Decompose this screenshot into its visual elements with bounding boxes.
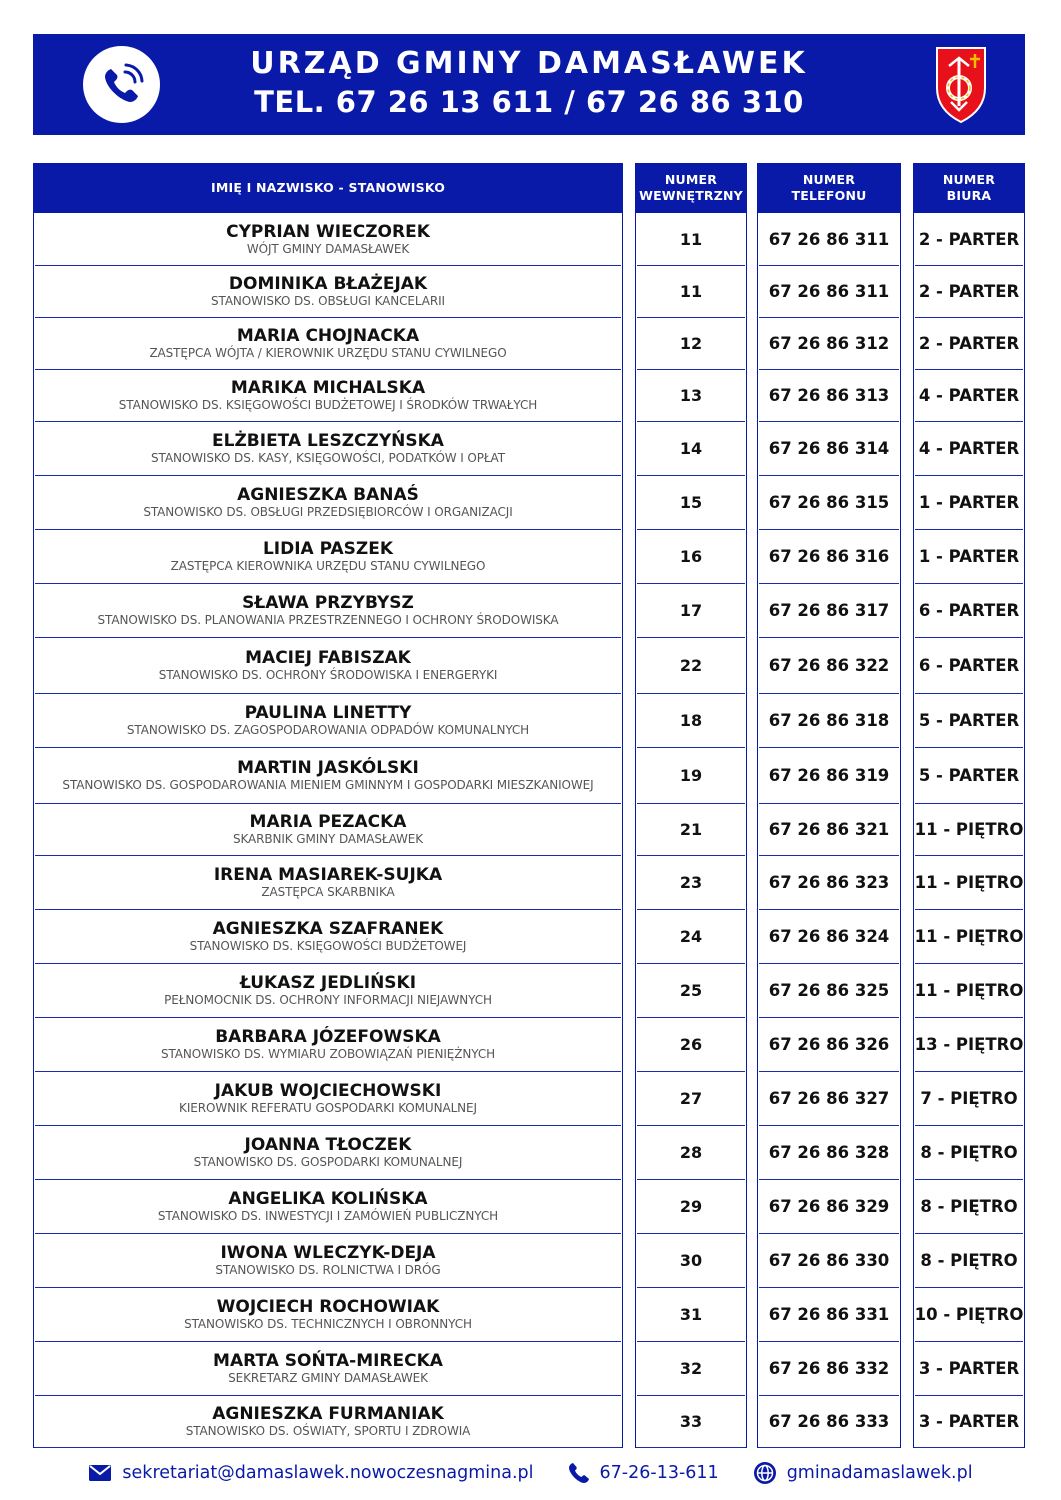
office-phone-numbers: TEL. 67 26 13 611 / 67 26 86 310	[254, 85, 804, 119]
extension-cell	[637, 1180, 745, 1234]
office-number-cell	[915, 1072, 1023, 1126]
extension-value: 32	[679, 1359, 703, 1378]
office-number-value: 4 - PARTER	[918, 386, 1020, 405]
phone-number-cell	[759, 964, 899, 1018]
office-number-cell	[915, 476, 1023, 530]
staff-name: CYPRIAN WIECZOREK	[226, 222, 430, 242]
phone-number-value: 67 26 86 324	[768, 927, 890, 946]
office-number-cell	[915, 1342, 1023, 1396]
phone-number-value: 67 26 86 329	[768, 1197, 890, 1216]
phone-number-value: 67 26 86 325	[768, 981, 890, 1000]
office-number-cell	[915, 1396, 1023, 1448]
staff-name-cell	[35, 214, 621, 266]
office-number-value: 11 - PIĘTRO	[914, 873, 1024, 892]
phone-number-cell	[759, 476, 899, 530]
phone-number-cell	[759, 638, 899, 694]
footer-phone-text[interactable]: 67-26-13-611	[599, 1463, 719, 1483]
extension-cell	[637, 1288, 745, 1342]
phone-number-cell	[759, 804, 899, 856]
footer-phone[interactable]	[568, 1462, 719, 1484]
office-number-value: 10 - PIĘTRO	[914, 1305, 1024, 1324]
header-title	[183, 45, 875, 121]
staff-name: AGNIESZKA FURMANIAK	[212, 1404, 444, 1424]
phone-number-cell	[759, 530, 899, 584]
extension-value: 31	[679, 1305, 703, 1324]
staff-position: PEŁNOMOCNIK DS. OCHRONY INFORMACJI NIEJAWNYCH	[164, 993, 492, 1007]
footer-email-text[interactable]: sekretariat@damaslawek.nowoczesnagmina.pl	[122, 1463, 534, 1483]
phone-number-cell	[759, 1180, 899, 1234]
office-number-cell	[915, 318, 1023, 370]
phone-icon	[568, 1462, 590, 1484]
coat-of-arms-icon	[935, 44, 987, 124]
office-number-value: 3 - PARTER	[918, 1412, 1020, 1431]
phone-number-value: 67 26 86 311	[768, 230, 890, 249]
staff-name-cell	[35, 1234, 621, 1288]
staff-position: STANOWISKO DS. GOSPODAROWANIA MIENIEM GMINNYM I GOSPODARKI MIESZKANIOWEJ	[62, 778, 594, 792]
office-number-value: 4 - PARTER	[918, 439, 1020, 458]
extension-cell	[637, 804, 745, 856]
phone-number-cell	[759, 584, 899, 638]
office-number-value: 6 - PARTER	[918, 601, 1020, 620]
extension-value: 29	[679, 1197, 703, 1216]
phone-number-value: 67 26 86 330	[768, 1251, 890, 1270]
extension-cell	[637, 1018, 745, 1072]
staff-name-cell	[35, 422, 621, 476]
staff-name-cell	[35, 1342, 621, 1396]
office-name: URZĄD GMINY DAMASŁAWEK	[250, 46, 808, 81]
extension-value: 33	[679, 1412, 703, 1431]
staff-position: SEKRETARZ GMINY DAMASŁAWEK	[228, 1371, 428, 1385]
extension-cell	[637, 476, 745, 530]
extension-cell	[637, 856, 745, 910]
staff-name-cell	[35, 1288, 621, 1342]
extension-value: 18	[679, 711, 703, 730]
phone-number-value: 67 26 86 313	[768, 386, 890, 405]
staff-position: STANOWISKO DS. ZAGOSPODAROWANIA ODPADÓW KOMUNALNYCH	[126, 723, 530, 737]
phone-number-value: 67 26 86 331	[768, 1305, 890, 1324]
extension-cell	[637, 214, 745, 266]
extension-cell	[637, 530, 745, 584]
column-header-name	[33, 163, 623, 213]
office-number-value: 2 - PARTER	[918, 230, 1020, 249]
column-header-office-line1: NUMER	[942, 172, 996, 187]
extension-cell	[637, 1072, 745, 1126]
staff-name: PAULINA LINETTY	[244, 703, 412, 723]
office-number-value: 1 - PARTER	[918, 493, 1020, 512]
office-number-value: 6 - PARTER	[918, 656, 1020, 675]
staff-position: STANOWISKO DS. OCHRONY ŚRODOWISKA I ENERGERYKI	[158, 668, 498, 682]
office-number-value: 11 - PIĘTRO	[914, 981, 1024, 1000]
office-number-cell	[915, 1126, 1023, 1180]
staff-name: DOMINIKA BŁAŻEJAK	[228, 274, 428, 294]
extension-value: 13	[679, 386, 703, 405]
staff-name-cell	[35, 1396, 621, 1448]
footer	[0, 1455, 1061, 1491]
staff-name-cell	[35, 476, 621, 530]
extension-cell	[637, 318, 745, 370]
staff-name: MACIEJ FABISZAK	[245, 648, 411, 668]
phone-number-value: 67 26 86 327	[768, 1089, 890, 1108]
column-header-phone-line1: NUMER	[802, 172, 856, 187]
phone-number-value: 67 26 86 333	[768, 1412, 890, 1431]
staff-position: SKARBNIK GMINY DAMASŁAWEK	[232, 832, 424, 846]
extension-value: 22	[679, 656, 703, 675]
office-number-cell	[915, 804, 1023, 856]
office-number-cell	[915, 1180, 1023, 1234]
staff-name-cell	[35, 804, 621, 856]
extension-cell	[637, 584, 745, 638]
staff-name-cell	[35, 1126, 621, 1180]
phone-number-cell	[759, 694, 899, 748]
phone-number-cell	[759, 1396, 899, 1448]
extension-value: 11	[679, 282, 703, 301]
phone-number-value: 67 26 86 328	[768, 1143, 890, 1162]
extension-cell	[637, 1126, 745, 1180]
staff-name: LIDIA PASZEK	[262, 539, 394, 559]
staff-name: AGNIESZKA BANAŚ	[237, 485, 419, 505]
staff-name: ANGELIKA KOLIŃSKA	[228, 1189, 428, 1209]
office-number-value: 11 - PIĘTRO	[914, 927, 1024, 946]
office-number-cell	[915, 1018, 1023, 1072]
extension-cell	[637, 422, 745, 476]
phone-number-cell	[759, 1072, 899, 1126]
office-number-cell	[915, 422, 1023, 476]
staff-name-cell	[35, 1180, 621, 1234]
phone-number-cell	[759, 1126, 899, 1180]
phone-number-cell	[759, 856, 899, 910]
globe-icon	[753, 1461, 777, 1485]
extension-value: 17	[679, 601, 703, 620]
staff-name: WOJCIECH ROCHOWIAK	[216, 1297, 440, 1317]
office-number-cell	[915, 856, 1023, 910]
staff-name: IWONA WLECZYK-DEJA	[220, 1243, 436, 1263]
extension-value: 30	[679, 1251, 703, 1270]
phone-number-value: 67 26 86 322	[768, 656, 890, 675]
header-banner	[33, 34, 1025, 135]
staff-position: STANOWISKO DS. OBSŁUGI KANCELARII	[211, 294, 445, 308]
office-number-cell	[915, 748, 1023, 804]
extension-value: 15	[679, 493, 703, 512]
phone-number-cell	[759, 318, 899, 370]
phone-number-value: 67 26 86 312	[768, 334, 890, 353]
phone-ringing-icon	[83, 46, 160, 123]
staff-name-cell	[35, 856, 621, 910]
staff-name: MARTA SOŃTA-MIRECKA	[213, 1351, 443, 1371]
column-header-phone	[757, 163, 901, 213]
column-header-extension-line1: NUMER	[664, 172, 718, 187]
column-header-extension-line2: WEWNĘTRZNY	[639, 188, 743, 203]
staff-position: STANOWISKO DS. KSIĘGOWOŚCI BUDŻETOWEJ I ŚRODKÓW TRWAŁYCH	[118, 398, 538, 412]
extension-cell	[637, 1396, 745, 1448]
phone-number-value: 67 26 86 321	[768, 820, 890, 839]
staff-name: SŁAWA PRZYBYSZ	[242, 593, 414, 613]
phone-number-value: 67 26 86 317	[768, 601, 890, 620]
phone-number-value: 67 26 86 316	[768, 547, 890, 566]
staff-name: JAKUB WOJCIECHOWSKI	[214, 1081, 442, 1101]
office-number-cell	[915, 694, 1023, 748]
extension-value: 27	[679, 1089, 703, 1108]
staff-position: ZASTĘPCA KIEROWNIKA URZĘDU STANU CYWILNEGO	[170, 559, 486, 573]
extension-cell	[637, 910, 745, 964]
office-number-value: 2 - PARTER	[918, 282, 1020, 301]
column-header-office-line2: BIURA	[946, 188, 992, 203]
staff-name: IRENA MASIAREK-SUJKA	[213, 865, 443, 885]
extension-cell	[637, 266, 745, 318]
office-number-cell	[915, 214, 1023, 266]
phone-number-value: 67 26 86 319	[768, 766, 890, 785]
office-number-cell	[915, 584, 1023, 638]
staff-position: STANOWISKO DS. GOSPODARKI KOMUNALNEJ	[193, 1155, 463, 1169]
staff-name: MARTIN JASKÓLSKI	[237, 758, 419, 778]
extension-cell	[637, 748, 745, 804]
phone-number-cell	[759, 370, 899, 422]
office-number-value: 5 - PARTER	[918, 766, 1020, 785]
staff-name-cell	[35, 964, 621, 1018]
staff-name: AGNIESZKA SZAFRANEK	[212, 919, 444, 939]
office-number-cell	[915, 1234, 1023, 1288]
extension-cell	[637, 638, 745, 694]
phone-number-cell	[759, 1234, 899, 1288]
extension-value: 25	[679, 981, 703, 1000]
column-header-office	[913, 163, 1025, 213]
staff-name-cell	[35, 1072, 621, 1126]
extension-cell	[637, 964, 745, 1018]
column-header-phone-line2: TELEFONU	[791, 188, 867, 203]
staff-position: STANOWISKO DS. ROLNICTWA I DRÓG	[215, 1263, 441, 1277]
staff-position: STANOWISKO DS. PLANOWANIA PRZESTRZENNEGO I OCHRONY ŚRODOWISKA	[97, 613, 559, 627]
phone-number-cell	[759, 422, 899, 476]
staff-name-cell	[35, 530, 621, 584]
footer-email[interactable]	[88, 1463, 533, 1483]
staff-position: STANOWISKO DS. OBSŁUGI PRZEDSIĘBIORCÓW I ORGANIZACJI	[143, 505, 513, 519]
staff-name-cell	[35, 584, 621, 638]
phone-number-value: 67 26 86 314	[768, 439, 890, 458]
office-number-value: 5 - PARTER	[918, 711, 1020, 730]
phone-number-cell	[759, 1288, 899, 1342]
column-header-name-label: IMIĘ I NAZWISKO - STANOWISKO	[210, 180, 446, 195]
staff-name-cell	[35, 370, 621, 422]
phone-number-value: 67 26 86 326	[768, 1035, 890, 1054]
staff-name-cell	[35, 318, 621, 370]
staff-name: ELŻBIETA LESZCZYŃSKA	[212, 431, 444, 451]
phone-number-cell	[759, 748, 899, 804]
staff-name: BARBARA JÓZEFOWSKA	[215, 1027, 441, 1047]
staff-name: JOANNA TŁOCZEK	[244, 1135, 412, 1155]
staff-name-cell	[35, 694, 621, 748]
phone-number-value: 67 26 86 318	[768, 711, 890, 730]
extension-value: 11	[679, 230, 703, 249]
staff-name-cell	[35, 748, 621, 804]
extension-cell	[637, 1342, 745, 1396]
extension-cell	[637, 1234, 745, 1288]
staff-position: STANOWISKO DS. INWESTYCJI I ZAMÓWIEŃ PUBLICZNYCH	[157, 1209, 499, 1223]
extension-value: 23	[679, 873, 703, 892]
column-header-extension	[635, 163, 747, 213]
phone-number-cell	[759, 910, 899, 964]
office-number-cell	[915, 1288, 1023, 1342]
office-number-cell	[915, 964, 1023, 1018]
office-number-value: 8 - PIĘTRO	[920, 1251, 1018, 1270]
staff-name-cell	[35, 266, 621, 318]
staff-position: STANOWISKO DS. WYMIARU ZOBOWIĄZAŃ PIENIĘŻNYCH	[160, 1047, 496, 1061]
staff-name: MARIA PEZACKA	[249, 812, 407, 832]
staff-name-cell	[35, 1018, 621, 1072]
staff-position: ZASTĘPCA SKARBNIKA	[261, 885, 395, 899]
staff-name-cell	[35, 910, 621, 964]
phone-number-value: 67 26 86 315	[768, 493, 890, 512]
phone-number-value: 67 26 86 311	[768, 282, 890, 301]
staff-position: STANOWISKO DS. OŚWIATY, SPORTU I ZDROWIA	[185, 1424, 471, 1438]
staff-position: STANOWISKO DS. KSIĘGOWOŚCI BUDŻETOWEJ	[189, 939, 467, 953]
extension-value: 28	[679, 1143, 703, 1162]
office-number-value: 2 - PARTER	[918, 334, 1020, 353]
staff-position: ZASTĘPCA WÓJTA / KIEROWNIK URZĘDU STANU CYWILNEGO	[149, 346, 507, 360]
staff-name: MARIA CHOJNACKA	[236, 326, 420, 346]
office-number-value: 7 - PIĘTRO	[920, 1089, 1018, 1108]
staff-position: STANOWISKO DS. TECHNICZNYCH I OBRONNYCH	[184, 1317, 472, 1331]
mail-icon	[88, 1464, 112, 1482]
office-number-value: 3 - PARTER	[918, 1359, 1020, 1378]
office-number-cell	[915, 370, 1023, 422]
office-number-value: 8 - PIĘTRO	[920, 1143, 1018, 1162]
phone-number-value: 67 26 86 332	[768, 1359, 890, 1378]
extension-value: 24	[679, 927, 703, 946]
office-number-cell	[915, 910, 1023, 964]
phone-number-cell	[759, 1342, 899, 1396]
office-number-value: 13 - PIĘTRO	[914, 1035, 1024, 1054]
extension-cell	[637, 694, 745, 748]
extension-cell	[637, 370, 745, 422]
staff-name-cell	[35, 638, 621, 694]
phone-number-cell	[759, 1018, 899, 1072]
extension-value: 21	[679, 820, 703, 839]
phone-number-value: 67 26 86 323	[768, 873, 890, 892]
staff-position: WÓJT GMINY DAMASŁAWEK	[246, 242, 410, 256]
extension-value: 19	[679, 766, 703, 785]
staff-position: STANOWISKO DS. KASY, KSIĘGOWOŚCI, PODATKÓW I OPŁAT	[151, 451, 505, 465]
extension-value: 14	[679, 439, 703, 458]
office-number-value: 11 - PIĘTRO	[914, 820, 1024, 839]
footer-website-text[interactable]: gminadamaslawek.pl	[786, 1463, 973, 1483]
office-number-cell	[915, 266, 1023, 318]
staff-name: MARIKA MICHALSKA	[230, 378, 426, 398]
extension-value: 26	[679, 1035, 703, 1054]
office-number-cell	[915, 638, 1023, 694]
extension-value: 16	[679, 547, 703, 566]
office-number-value: 8 - PIĘTRO	[920, 1197, 1018, 1216]
extension-value: 12	[679, 334, 703, 353]
phone-number-cell	[759, 266, 899, 318]
office-number-cell	[915, 530, 1023, 584]
staff-name: ŁUKASZ JEDLIŃSKI	[239, 973, 417, 993]
footer-website[interactable]	[753, 1461, 973, 1485]
staff-position: KIEROWNIK REFERATU GOSPODARKI KOMUNALNEJ	[179, 1101, 477, 1115]
office-number-value: 1 - PARTER	[918, 547, 1020, 566]
phone-number-cell	[759, 214, 899, 266]
